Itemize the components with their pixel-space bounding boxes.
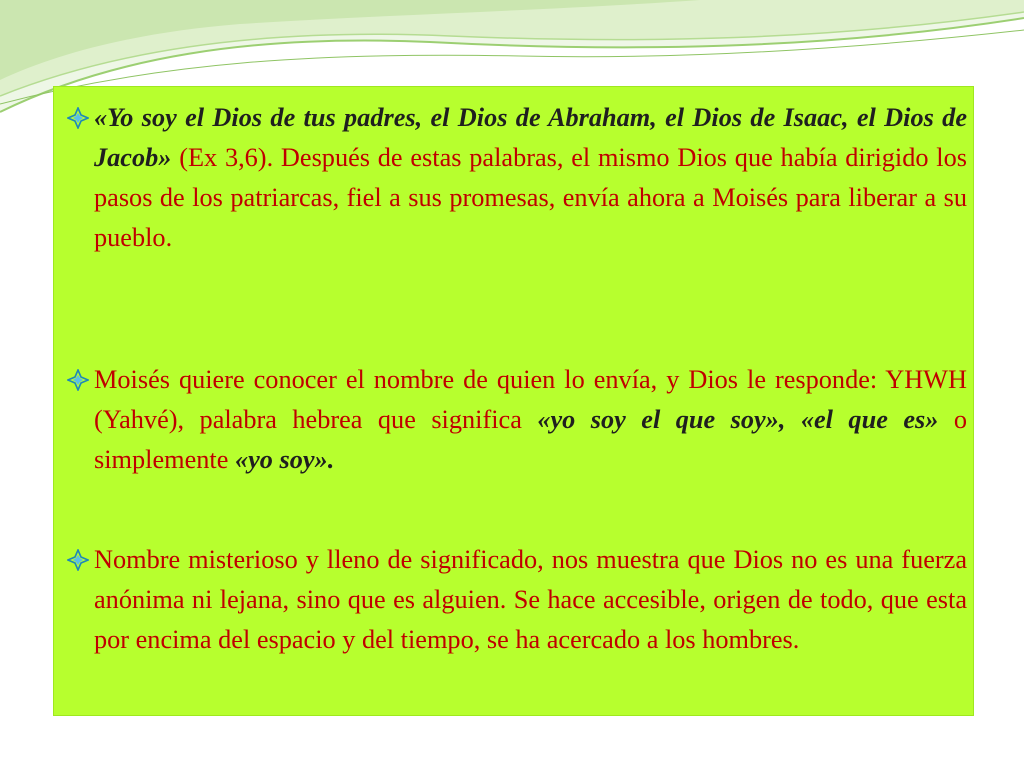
bullet-body-text: Moisés quiere conocer el nombre de quien lo envía, y Dios le responde: YHWH (Yahvé), palabra hebrea que significa [94,365,967,434]
diamond-bullet-icon [67,549,89,571]
bullet-text [94,540,967,660]
diamond-bullet-icon [67,369,89,391]
bullet-text [94,98,967,258]
diamond-bullet-icon [67,107,89,129]
bullet-text [94,360,967,480]
emphasis-quote: «yo soy». [234,445,335,474]
bullet-item [67,360,967,480]
bullet-body-text: (Ex 3,6). Después de estas palabras, el mismo Dios que había dirigido los pasos de los patriarcas, fiel a sus promesas, envía ahora a Moisés para liberar a su pueblo. [94,143,967,252]
content-box [53,86,974,716]
bullet-item [67,540,967,660]
bullet-body-text: Nombre misterioso y lleno de significado, nos muestra que Dios no es una fuerza anónima ni lejana, sino que es alguien. Se hace accesible, origen de todo, que esta por encima del espacio y del tiempo, se ha acercado a los hombres. [94,545,967,654]
bullet-body-text: o simplemente [94,405,967,474]
bullet-item [67,98,967,258]
emphasis-quote: «Yo soy el Dios de tus padres, el Dios de Abraham, el Dios de Isaac, el Dios de Jacob» [94,103,967,172]
emphasis-quote: «yo soy el que soy», «el que es» [537,405,939,434]
